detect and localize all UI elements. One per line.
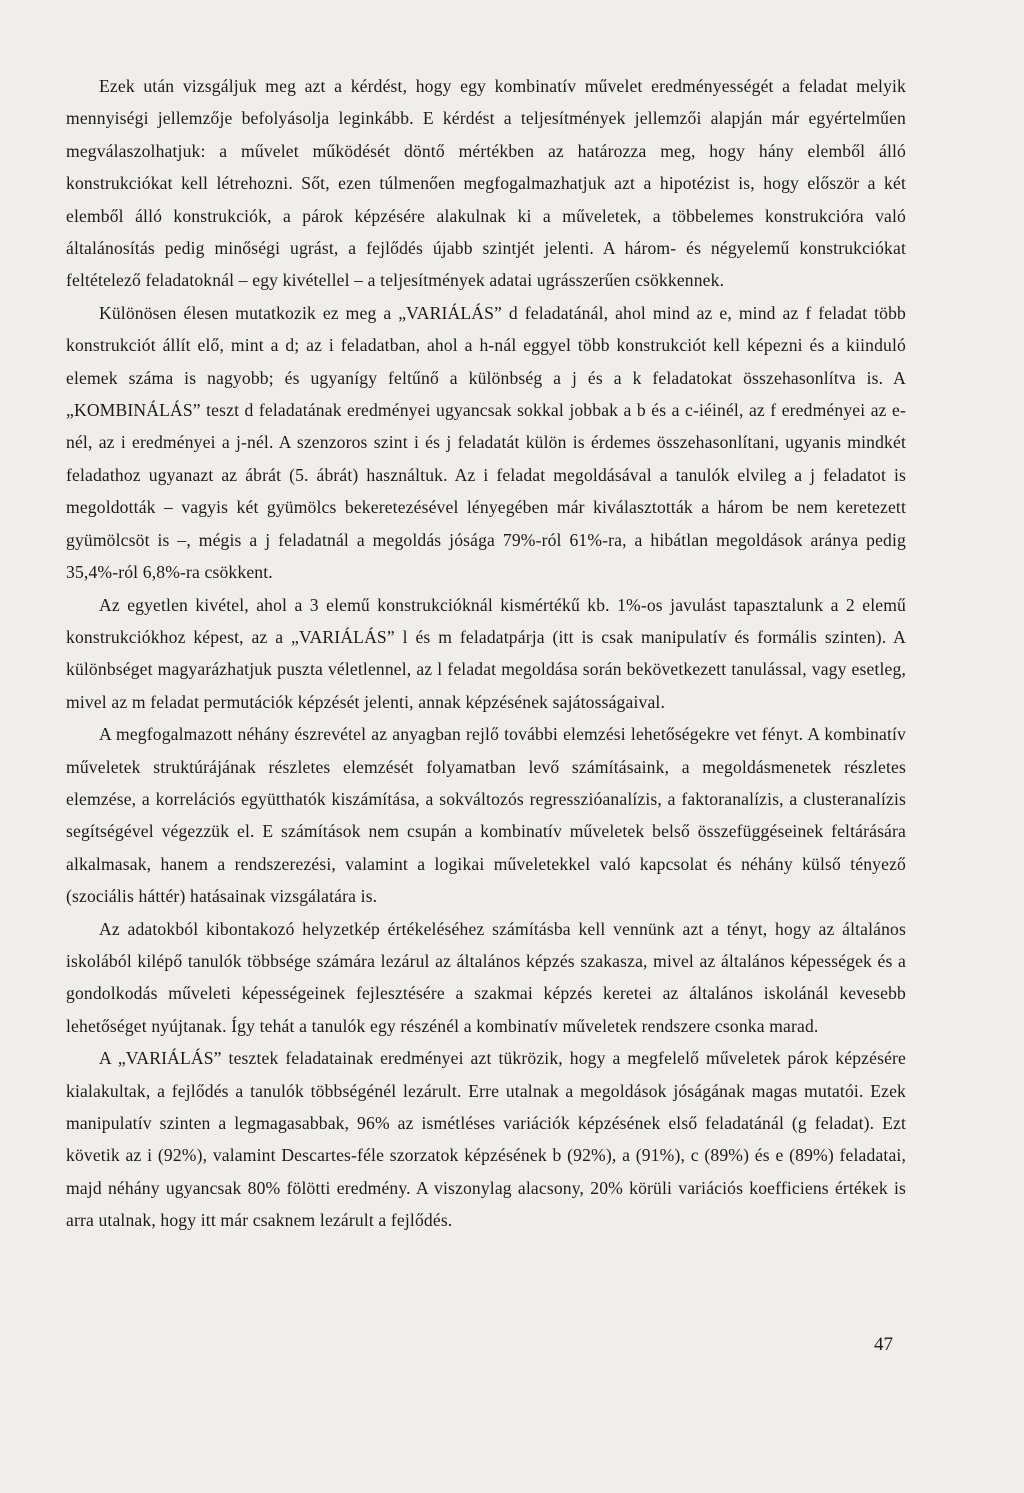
paragraph: Az adatokból kibontakozó helyzetkép értékeléséhez számításba kell vennünk azt a tényt, hogy az általános iskolából kilépő tanulók többsége számára lezárul az általános képzés szakasza, mivel az általános képességek és a gondolkodás műveleti képességeinek fejlesztésére a szakmai képzés keretei az általános iskolánál kevesebb lehetőséget nyújtanak. Így tehát a tanulók egy részénél a kombinatív műveletek rendszere csonka marad. xyxy=(66,918,906,1036)
paragraph: Különösen élesen mutatkozik ez meg a „VARIÁLÁS” d feladatánál, ahol mind az e, mind az f feladat több konstrukciót állít elő, mint a d; az i feladatban, ahol a h-nál eggyel több konstrukciót kell képezni és a kiinduló elemek száma is nagyobb; és ugyanígy feltűnő a különbség a j és a k feladatokat összehasonlítva is. A „KOMBINÁLÁS” teszt d feladatának eredményei ugyancsak sokkal jobbak a b és a c-iéinél, az f eredményei az e-nél, az i eredményei a j-nél. A szenzoros szint i és j feladatát külön is érdemes összehasonlítani, ugyanis mindkét feladathoz ugyanazt az ábrát (5. ábrát) használtuk. Az i feladat megoldásával a tanulók elvileg a j feladatot is megoldották – vagyis két gyümölcs bekeretezésével lényegében már kiválasztották a három be nem keretezett gyümölcsöt is –, mégis a j feladatnál a megoldás jósága 79%-ról 61%-ra, a hibátlan megoldások aránya pedig 35,4%-ról 6,8%-ra csökkent. xyxy=(66,302,906,583)
paragraph: Ezek után vizsgáljuk meg azt a kérdést, hogy egy kombinatív művelet eredményességét a feladat melyik mennyiségi jellemzője befolyásolja leginkább. E kérdést a teljesítmények jellemzői alapján már egyértelműen megválaszolhatjuk: a művelet működését döntő mértékben az határozza meg, hogy hány elemből álló konstrukciókat kell létrehozni. Sőt, ezen túlmenően megfogalmazhatjuk azt a hipotézist is, hogy először a két elemből álló konstrukciók, a párok képzésére alakulnak ki a műveletek, a többelemes konstrukcióra való általánosítás pedig minőségi ugrást, a fejlődés újabb szintjét jelenti. A három- és négyelemű konstrukciókat feltételező feladatoknál – egy kivétellel – a teljesítmények adatai ugrásszerűen csökkennek. xyxy=(66,76,906,291)
paragraph: A „VARIÁLÁS” tesztek feladatainak eredményei azt tükrözik, hogy a megfelelő műveletek párok képzésére kialakultak, a fejlődés a tanulók többségénél lezárult. Erre utalnak a megoldások jóságának magas mutatói. Ezek manipulatív szinten a legmagasabbak, 96% az ismétléses variációk képzésének első feladatánál (g feladat). Ezt követik az i (92%), valamint Descartes-féle szorzatok képzésének b (92%), a (91%), c (89%) és e (89%) feladatai, majd néhány ugyancsak 80% fölötti eredmény. A viszonylag alacsony, 20% körüli variációs koefficiens értékek is arra utalnak, hogy itt már csaknem lezárult a fejlődés. xyxy=(66,1048,906,1231)
page-number: 47 xyxy=(874,1334,893,1355)
paragraph: A megfogalmazott néhány észrevétel az anyagban rejlő további elemzési lehetőségekre vet fényt. A kombinatív műveletek struktúrájának részletes elemzését folyamatban levő számításaink, a megoldásmenetek részletes elemzése, a korrelációs együtthatók kiszámítása, a sokváltozós regresszióanalízis, a faktoranalízis, a clusteranalízis segítségével végezzük el. E számítások nem csupán a kombinatív műveletek belső összefüggéseinek feltárására alkalmasak, hanem a rendszerezési, valamint a logikai műveletekkel való kapcsolat és néhány külső tényező (szociális háttér) hatásainak vizsgálatára is. xyxy=(66,724,906,907)
paragraph: Az egyetlen kivétel, ahol a 3 elemű konstrukcióknál kismértékű kb. 1%-os javulást tapasztalunk a 2 elemű konstrukciókhoz képest, az a „VARIÁLÁS” l és m feladatpárja (itt is csak manipulatív és formális szinten). A különbséget magyarázhatjuk puszta véletlennel, az l feladat megoldása során bekövetkezett tanulással, vagy esetleg, mivel az m feladat permutációk képzését jelenti, annak képzésének sajátosságaival. xyxy=(66,594,906,712)
body-text xyxy=(66,70,906,1237)
